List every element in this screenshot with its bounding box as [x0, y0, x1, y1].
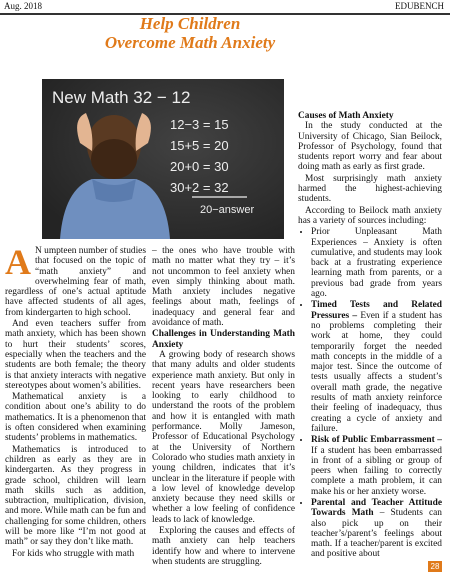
list-item [311, 435, 442, 497]
section-heading: Causes of Math Anxiety [298, 111, 394, 121]
list-item-title: Parental and Teacher Attitude Towards Math [311, 497, 442, 519]
page-header [0, 0, 450, 15]
list-item-title: Timed Tests and Related Pressures – [311, 300, 442, 321]
paragraph: According to Beilock math anxiety has a variety of sources including: [298, 205, 442, 226]
paragraph: Mathematics is introduced to children as early as they are in kindergarten. As they progress in grade school, children will learn math skills such as addition, subtraction, multiplication, division, and more. While math can be fun and challenging for some children, others will be more like “I’m not good at math” or say they don’t like math. [5, 444, 146, 548]
paragraph: Mathematical anxiety is a condition about one’s ability to do mathematics. It is a phenomenon that is often considered when examining students’ problems in mathematics. [5, 392, 146, 444]
chalk-heading: New Math 32 − 12 [52, 88, 191, 107]
paragraph: Most surprisingly math anxiety harmed the highest-achieving students. [298, 173, 442, 205]
chalk-row-3: 20+0 = 30 [170, 159, 229, 174]
column-2 [152, 246, 295, 568]
chalk-row-2: 15+5 = 20 [170, 138, 229, 153]
chalk-row-4: 30+2 = 32 [170, 180, 229, 195]
intro-text: N umpteen number of studies that focused on the topic of “math anxiety” and overwhelming fear of math, regardless of one’s actual aptitude have affected students of all ages, from kindergarten to high school. [5, 246, 146, 318]
title-line-1: Help Children [139, 14, 241, 33]
chalk-row-1: 12−3 = 15 [170, 117, 229, 132]
chalkboard-photo [42, 79, 284, 239]
publication-name: EDUBENCH [395, 1, 444, 11]
list-item [311, 498, 442, 560]
list-item-text: – Students can also pick up on their teacher’s/parent’s feelings about math. If a teacher/parent is excited and positive about [311, 508, 442, 560]
section-heading: Challenges in Understanding Math Anxiety [152, 329, 295, 350]
paragraph: For kids who struggle with math [12, 548, 135, 559]
drop-cap: A [5, 242, 31, 282]
intro-paragraph [5, 242, 146, 318]
list-item-title: Risk of Public Embarrassment – [311, 435, 442, 446]
paragraph: Exploring the causes and effects of math anxiety can help teachers identify how and where to intervene when students are struggling. [152, 526, 295, 567]
article-title [100, 14, 280, 52]
list-item-text: Even if a student has no problems completing their work at home, they could temporarily forget the needed math concepts in the middle of a major test. Since the outcome of tests usually affects a student’s overall math grade, the negative results of math anxiety reinforce their feeling of inadequacy, thus creating a cycle of anxiety and failure. [311, 310, 442, 434]
paragraph: And even teachers suffer from math anxiety, which has been shown to hurt their students’ scores, especially when the teachers and the students are both female; the theory is that anxiety interacts with negative stereotypes about women’s abilities. [5, 319, 146, 391]
list-item [311, 300, 442, 434]
issue-date: Aug. 2018 [4, 1, 42, 11]
list-item [311, 227, 442, 299]
chalk-answer: 20−answer [200, 204, 255, 216]
column-3 [298, 111, 442, 561]
paragraph: In the study conducted at the University of Chicago, Sian Beilock, Professor of Psychology, found that students report worry and fear about doing math as early as first grade. [298, 121, 442, 173]
title-line-2: Overcome Math Anxiety [104, 33, 276, 52]
list-item-text: If a student has been embarrassed in front of a sibling or group of peers when failing to correctly complete a math problem, it can make his or her anxiety worse. [311, 445, 442, 497]
column-1 [5, 242, 146, 560]
list-item-text: Prior Unpleasant Math Experiences – Anxiety is often cumulative, and students may look back at a frustrating experience learning math from parents, or a previous bad grade from years ago. [311, 227, 442, 300]
causes-list [298, 227, 442, 560]
paragraph: – the ones who have trouble with math no matter what they try – it’s not uncommon to feel anxiety when even simply thinking about math. Math anxiety includes negative feelings about math, feelings of inadequacy and general fear and avoidance of math. [152, 246, 295, 329]
chalkboard-illustration [42, 79, 284, 239]
page-number: 28 [428, 561, 442, 572]
paragraph: A growing body of research shows that many adults and older students experience math anxiety. But only in recent years have researchers been looking to early childhood to understand the roots of the problem and how it is entangled with math performance. Molly Jameson, Professor of Educational Psychology at the University of Northern Colorado who studies math anxiety in young children, indicates that it’s unclear in the literature if people with a low level of knowledge develop anxiety because they need skills or whether a low feeling of confidence leads to lack of knowledge. [152, 349, 295, 525]
